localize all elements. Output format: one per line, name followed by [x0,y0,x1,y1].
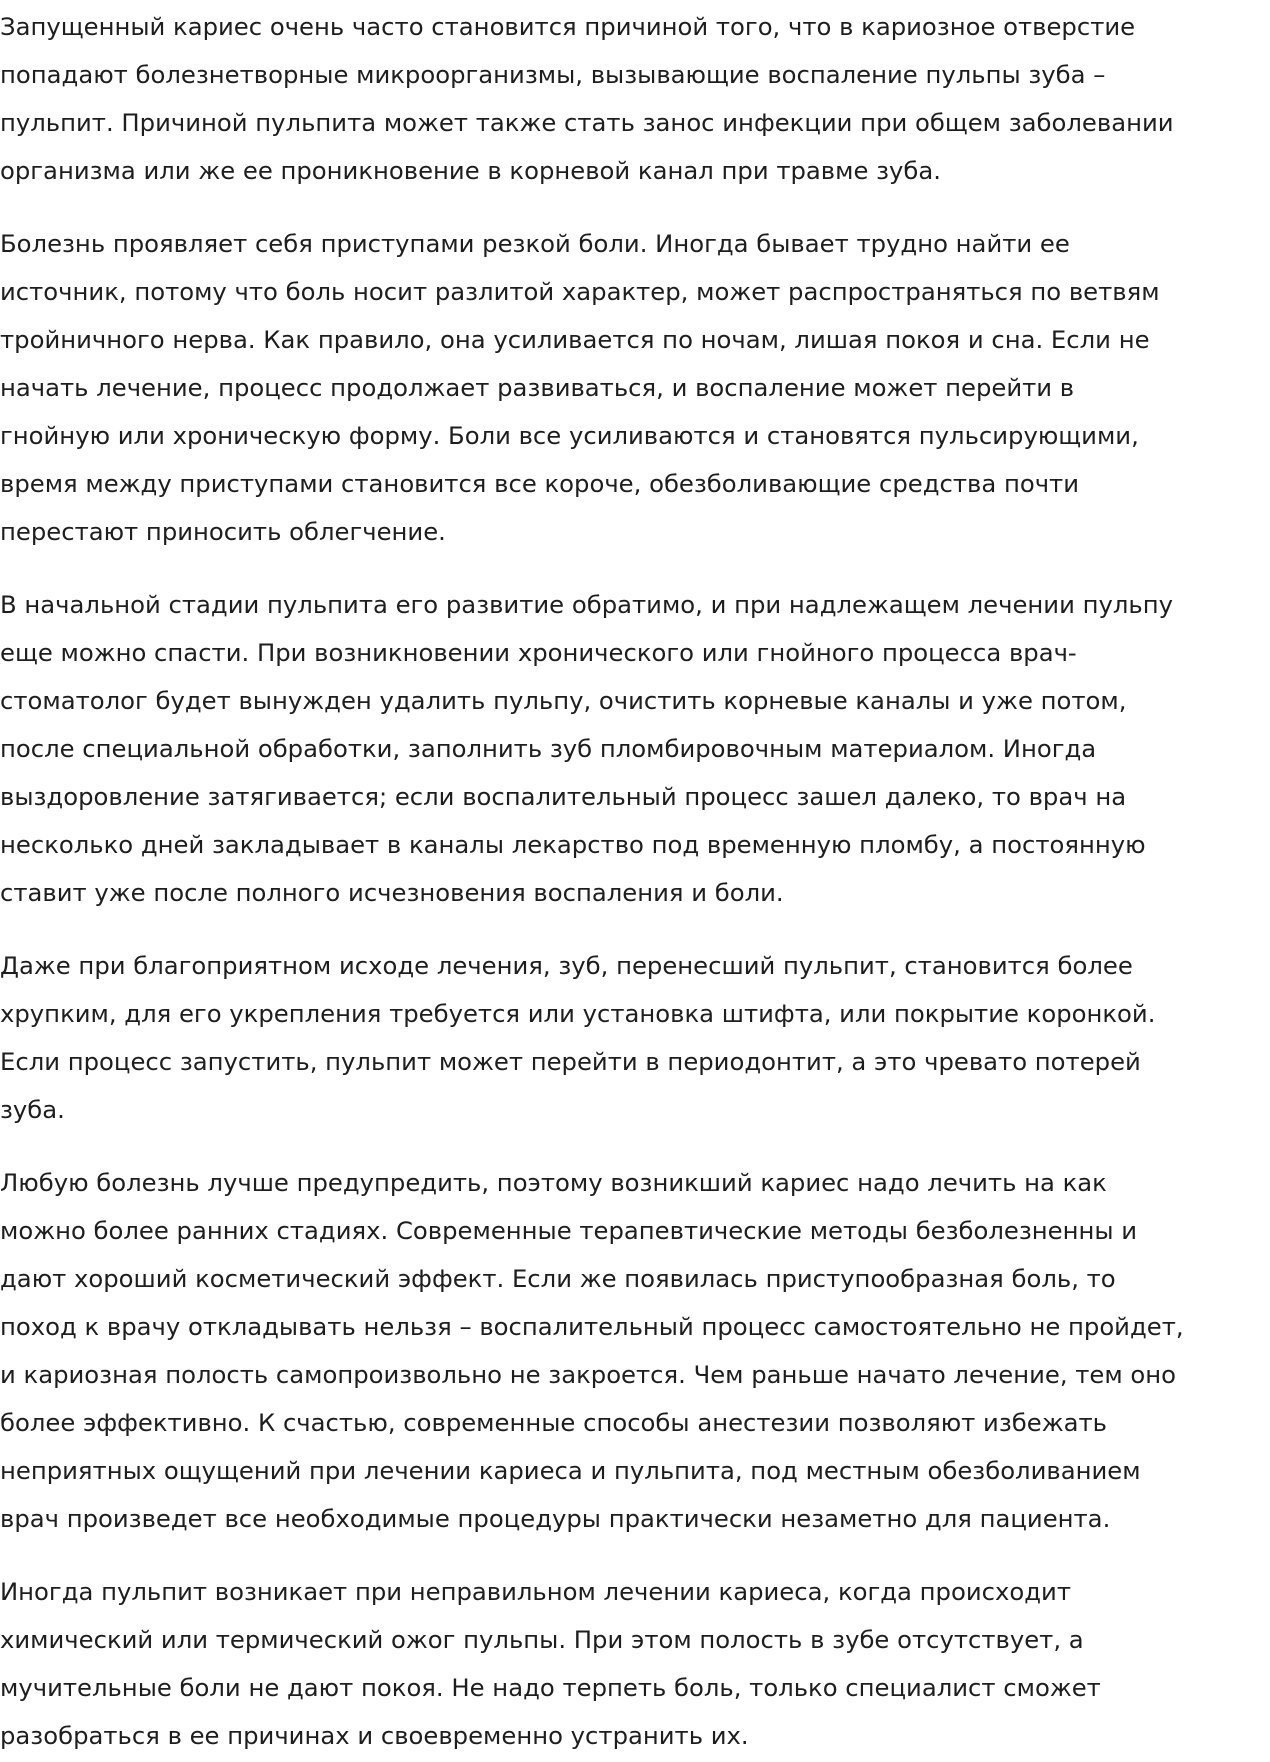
text-line: время между приступами становится все короче, обезболивающие средства почти [0,469,1079,498]
text-line: неприятных ощущений при лечении кариеса и пульпита, под местным обезболиванием [0,1456,1141,1485]
text-line: источник, потому что боль носит разлитой характер, может распространяться по ветвям [0,277,1160,306]
text-line: начать лечение, процесс продолжает развиваться, и воспаление может перейти в [0,373,1075,402]
text-line: попадают болезнетворные микроорганизмы, вызывающие воспаление пульпы зуба – [0,60,1106,89]
paragraph-prevention [0,1159,1270,1543]
text-line: можно более ранних стадиях. Современные терапевтические методы безболезненны и [0,1216,1138,1245]
text-line: тройничного нерва. Как правило, она усиливается по ночам, лишая покоя и сна. Если не [0,325,1150,354]
text-line: зуба. [0,1095,65,1124]
paragraph-iatrogenic [0,1568,1270,1760]
text-line: поход к врачу откладывать нельзя – воспалительный процесс самостоятельно не пройдет, [0,1312,1184,1341]
text-line: хрупким, для его укрепления требуется или установка штифта, или покрытие коронкой. [0,999,1156,1028]
text-line: после специальной обработки, заполнить зуб пломбировочным материалом. Иногда [0,734,1097,763]
text-line: еще можно спасти. При возникновении хронического или гнойного процесса врач- [0,638,1077,667]
paragraph-outcome [0,942,1270,1134]
text-line: разобраться в ее причинах и своевременно устранить их. [0,1721,749,1750]
text-line: врач произведет все необходимые процедуры практически незаметно для пациента. [0,1504,1111,1533]
text-line: мучительные боли не дают покоя. Не надо терпеть боль, только специалист сможет [0,1673,1101,1702]
text-line: стоматолог будет вынужден удалить пульпу, очистить корневые каналы и уже потом, [0,686,1127,715]
article-body [0,3,1270,1760]
text-line: пульпит. Причиной пульпита может также стать занос инфекции при общем заболевании [0,108,1174,137]
text-line: Иногда пульпит возникает при неправильном лечении кариеса, когда происходит [0,1577,1071,1606]
text-line: Болезнь проявляет себя приступами резкой боли. Иногда бывает трудно найти ее [0,229,1070,258]
paragraph-caries-intro [0,3,1270,195]
text-line: Даже при благоприятном исходе лечения, зуб, перенесший пульпит, становится более [0,951,1133,980]
text-line: Если процесс запустить, пульпит может перейти в периодонтит, а это чревато потерей [0,1047,1141,1076]
paragraph-symptoms [0,220,1270,556]
text-line: несколько дней закладывает в каналы лекарство под временную пломбу, а постоянную [0,830,1146,859]
text-line: перестают приносить облегчение. [0,517,446,546]
text-line: более эффективно. К счастью, современные способы анестезии позволяют избежать [0,1408,1107,1437]
text-line: гнойную или хроническую форму. Боли все усиливаются и становятся пульсирующими, [0,421,1139,450]
text-line: и кариозная полость самопроизвольно не закроется. Чем раньше начато лечение, тем оно [0,1360,1177,1389]
paragraph-treatment [0,581,1270,917]
text-line: химический или термический ожог пульпы. При этом полость в зубе отсутствует, а [0,1625,1084,1654]
text-line: Запущенный кариес очень часто становится причиной того, что в кариозное отверстие [0,12,1136,41]
text-line: В начальной стадии пульпита его развитие обратимо, и при надлежащем лечении пульпу [0,590,1173,619]
text-line: Любую болезнь лучше предупредить, поэтому возникший кариес надо лечить на как [0,1168,1107,1197]
text-line: ставит уже после полного исчезновения воспаления и боли. [0,878,784,907]
text-line: выздоровление затягивается; если воспалительный процесс зашел далеко, то врач на [0,782,1127,811]
text-line: дают хороший косметический эффект. Если же появилась приступообразная боль, то [0,1264,1116,1293]
text-line: организма или же ее проникновение в корневой канал при травме зуба. [0,156,942,185]
